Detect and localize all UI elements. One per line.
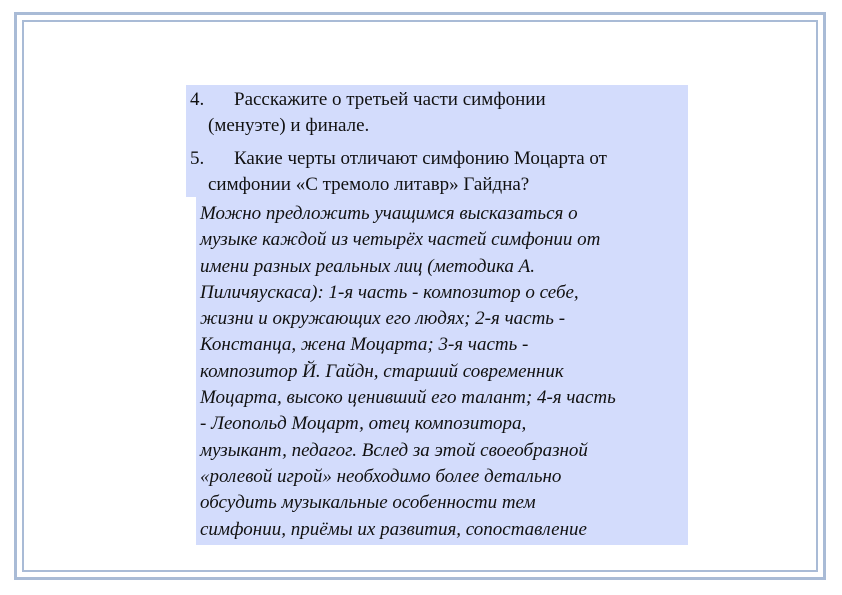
question-text-line-1: Какие черты отличают симфонию Моцарта от — [234, 148, 607, 169]
question-text-line-2: (менуэте) и финале. — [208, 115, 370, 136]
question-text-line-1: Расскажите о третьей части симфонии — [234, 89, 546, 110]
question-number: 4. — [190, 89, 205, 110]
teacher-note-block — [196, 197, 688, 545]
teacher-note-text: Можно предложить учащимся высказаться о музыке каждой из четырёх частей симфонии от имени разных реальных лиц (методика А. Пиличяускаса): 1-я часть - композитор о себе, жизни и окружающих его людях; 2-я часть - Констанца, жена Моцарта; 3-я часть - композитор Й. Гайдн, старший современник Моцарта, высоко ценивший его талант; 4-я часть - Леопольд Моцарт, отец композитора, музыкант, педагог. Вслед за этой своеобразной «ролевой игрой» необходимо более детально обсудить музыкальные особенности тем симфонии, приёмы их развития, сопоставление — [200, 203, 616, 540]
question-text-line-2: симфонии «С тремоло литавр» Гайдна? — [208, 174, 530, 195]
question-number: 5. — [190, 148, 205, 169]
questions-block — [186, 85, 688, 197]
